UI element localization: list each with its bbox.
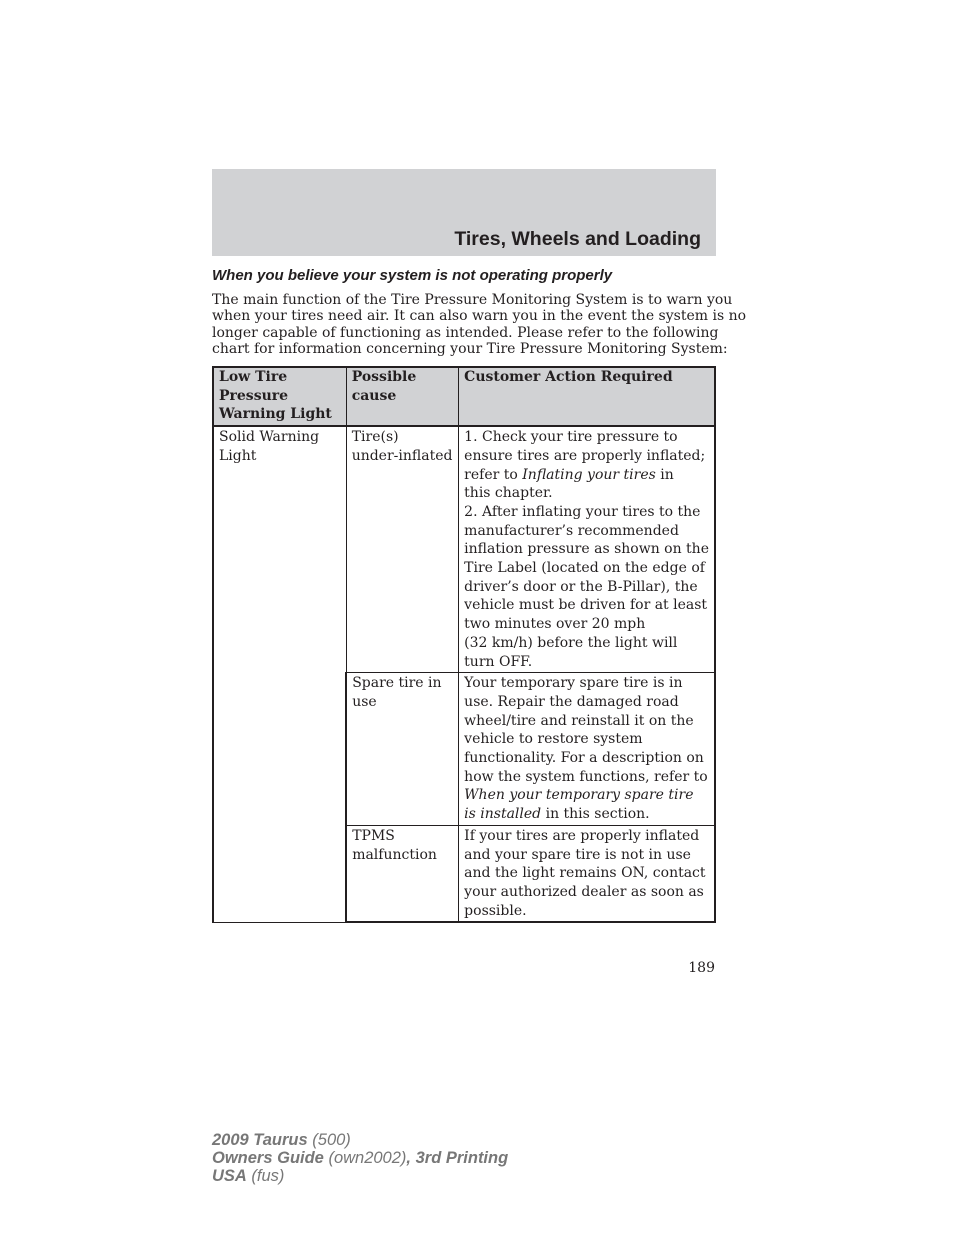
page-number: 189 — [688, 960, 715, 976]
subheading: When you believe your system is not operating properly — [212, 267, 613, 284]
cross-reference: Inflating your tires — [522, 466, 656, 483]
action-cell: If your tires are properly inflated and your spare tire is not in use and the light remains ON, contact your authorized dealer as soon as possible. — [459, 825, 715, 922]
intro-line: when your tires need air. It can also warn you in the event the system is no — [212, 308, 747, 325]
cause-cell: Spare tire in use — [346, 673, 458, 826]
cause-cell: Tire(s) under-inflated — [346, 426, 458, 673]
table-header-row — [213, 367, 715, 426]
action-cell: 1. Check your tire pressure to ensure tires are properly inflated; refer to Inflating your tires in this chapter. 2. After inflating your tires to the manufacturer’s recommended inflation pressure as shown on the Tire Label (located on the edge of driver’s door or the B-Pillar), the vehicle must be driven for at least two minutes over 20 mph (32 km/h) before the light will turn OFF. — [459, 426, 715, 673]
footer-line: 2009 Taurus (500) — [212, 1131, 351, 1149]
cross-reference: When your temporary spare tire — [464, 787, 694, 804]
table-row — [213, 426, 715, 673]
header-customer-action: Customer Action Required — [459, 367, 715, 426]
cause-cell: TPMS malfunction — [346, 825, 458, 922]
header-warning-light: Low Tire Pressure Warning Light — [213, 367, 346, 426]
document-footer — [212, 1131, 508, 1185]
footer-line: Owners Guide (own2002), 3rd Printing — [212, 1149, 509, 1167]
action-cell: Your temporary spare tire is in use. Repair the damaged road wheel/tire and reinstall it on the vehicle to restore system functionality. For a description on how the system functions, refer to When your temporary spare tire is installed in this section. — [459, 673, 715, 826]
header-possible-cause: Possible cause — [346, 367, 458, 426]
intro-paragraph — [212, 292, 747, 358]
intro-line: The main function of the Tire Pressure Monitoring System is to warn you — [212, 292, 733, 308]
intro-line: longer capable of functioning as intended. Please refer to the following — [212, 324, 719, 341]
intro-line: chart for information concerning your Tire Pressure Monitoring System: — [212, 341, 728, 358]
section-title: Tires, Wheels and Loading — [454, 228, 701, 250]
section-header-band — [212, 169, 716, 256]
tpms-troubleshooting-table — [212, 366, 716, 923]
footer-line: USA (fus) — [212, 1167, 285, 1185]
warning-light-cell: Solid Warning Light — [213, 426, 346, 922]
cross-reference: is installed — [464, 806, 542, 823]
